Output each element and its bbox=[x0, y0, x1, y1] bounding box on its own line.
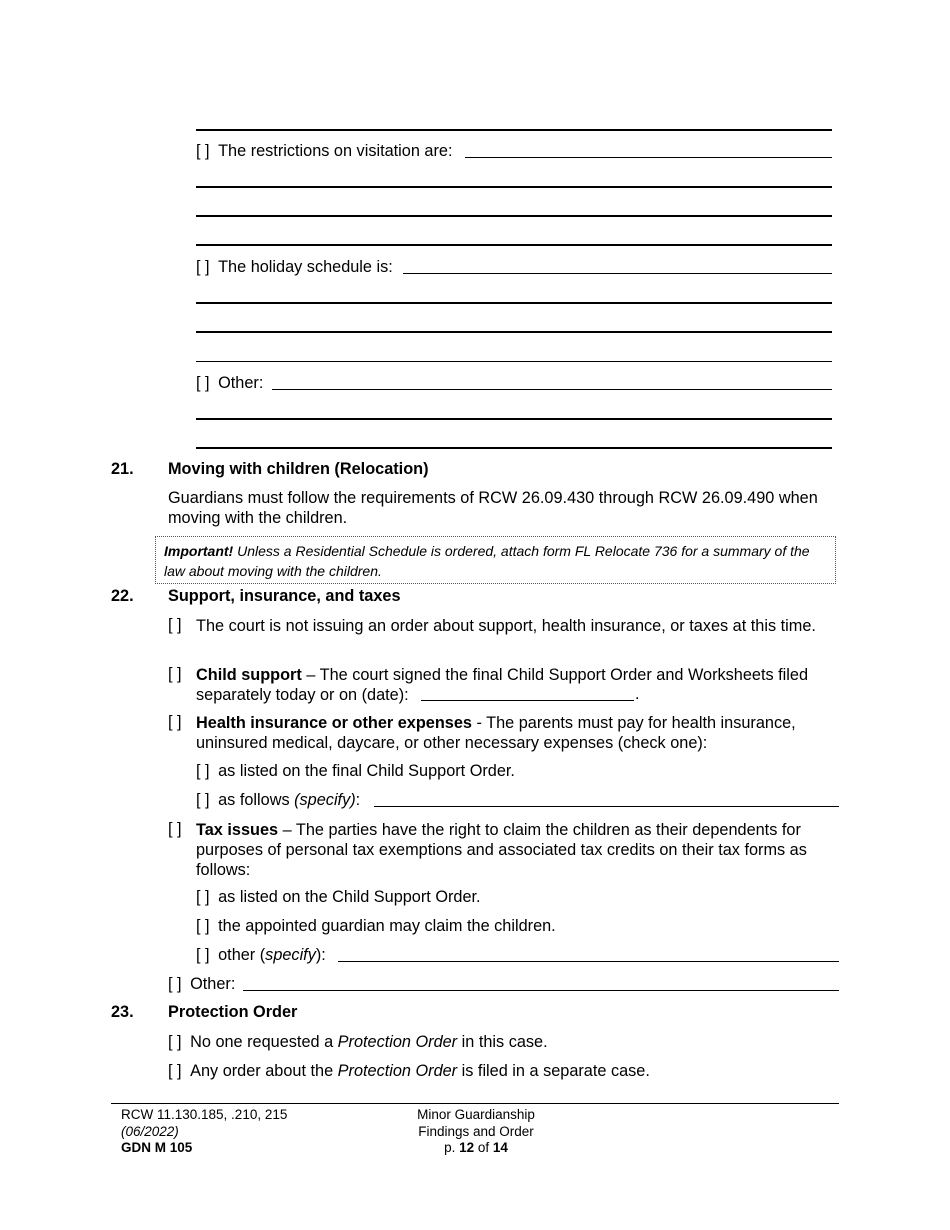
other-label: Other: bbox=[218, 374, 264, 392]
health-option-1-label: as listed on the final Child Support Order. bbox=[218, 762, 515, 780]
tax-option-2-label: the appointed guardian may claim the children. bbox=[218, 917, 556, 935]
tax-bold: Tax issues bbox=[196, 821, 279, 839]
child-support-text: – The court signed the final Child Support Order and Worksheets filed separately today or on (date): bbox=[196, 666, 809, 704]
text-italic: (specify) bbox=[294, 791, 356, 809]
text: in this case. bbox=[457, 1033, 548, 1051]
footer-title-1: Minor Guardianship bbox=[417, 1107, 535, 1122]
text: of bbox=[474, 1140, 493, 1155]
holiday-fill-line[interactable] bbox=[403, 273, 832, 274]
section-number: 23. bbox=[111, 1003, 134, 1021]
period: . bbox=[635, 685, 640, 703]
restrictions-fill-line[interactable] bbox=[465, 157, 832, 158]
page-number bbox=[376, 1140, 576, 1157]
checkbox[interactable]: [ ] bbox=[168, 975, 182, 993]
checkbox[interactable]: [ ] bbox=[196, 917, 210, 935]
text-italic: Protection Order bbox=[337, 1033, 458, 1051]
footer-center bbox=[376, 1107, 576, 1157]
checkbox[interactable]: [ ] bbox=[168, 616, 182, 634]
important-note bbox=[155, 536, 836, 584]
section-title: Protection Order bbox=[168, 1003, 298, 1021]
support-other-fill-line[interactable] bbox=[243, 990, 839, 991]
child-support-item bbox=[196, 665, 844, 705]
page-total: 14 bbox=[492, 1140, 508, 1155]
tax-option-3-label bbox=[218, 946, 326, 964]
restrictions-label: The restrictions on visitation are: bbox=[218, 142, 453, 160]
checkbox[interactable]: [ ] bbox=[168, 665, 182, 683]
text: p. bbox=[444, 1140, 460, 1155]
health-text: - The parents must pay for health insurance, uninsured medical, daycare, or other necessary expenses (check one): bbox=[196, 714, 796, 752]
blank-line[interactable] bbox=[196, 331, 832, 333]
date-fill-line[interactable] bbox=[421, 700, 634, 701]
tax-option-2 bbox=[196, 917, 556, 936]
text: Any order about the bbox=[190, 1062, 338, 1080]
checkbox[interactable]: [ ] bbox=[196, 142, 210, 160]
blank-line[interactable] bbox=[196, 244, 832, 246]
tax-specify-fill-line[interactable] bbox=[338, 961, 839, 962]
blank-line[interactable] bbox=[196, 361, 832, 362]
tax-option-3 bbox=[196, 946, 326, 965]
support-other-item bbox=[168, 975, 235, 994]
page-current: 12 bbox=[459, 1140, 475, 1155]
text: No one requested a bbox=[190, 1033, 338, 1051]
blank-line[interactable] bbox=[196, 302, 832, 304]
holiday-item bbox=[196, 258, 393, 277]
visitation-other-item bbox=[196, 374, 263, 393]
footer-form: GDN M 105 bbox=[121, 1140, 193, 1155]
other-fill-line[interactable] bbox=[272, 389, 832, 390]
text: is filed in a separate case. bbox=[457, 1062, 650, 1080]
tax-option-1-label: as listed on the Child Support Order. bbox=[218, 888, 481, 906]
checkbox[interactable]: [ ] bbox=[196, 374, 210, 392]
checkbox[interactable]: [ ] bbox=[168, 713, 182, 731]
text-italic: specify bbox=[265, 946, 316, 964]
other-label: Other: bbox=[190, 975, 236, 993]
relocation-text: Guardians must follow the requirements of RCW 26.09.430 through RCW 26.09.490 when moving with the children. bbox=[168, 489, 818, 527]
restrictions-item bbox=[196, 142, 452, 161]
checkbox[interactable]: [ ] bbox=[196, 791, 210, 809]
section-title: Support, insurance, and taxes bbox=[168, 587, 401, 605]
health-option-1 bbox=[196, 762, 515, 781]
section-number: 21. bbox=[111, 460, 134, 478]
checkbox[interactable]: [ ] bbox=[168, 1033, 182, 1051]
note-text: Unless a Residential Schedule is ordered, attach form FL Relocate 736 for a summary of the law about moving with the children. bbox=[164, 543, 810, 579]
tax-item bbox=[196, 820, 846, 880]
blank-line[interactable] bbox=[196, 215, 832, 217]
specify-fill-line[interactable] bbox=[374, 806, 839, 807]
checkbox[interactable]: [ ] bbox=[196, 888, 210, 906]
footer-divider bbox=[111, 1103, 839, 1104]
blank-line[interactable] bbox=[196, 129, 832, 131]
protection-item-2 bbox=[168, 1062, 650, 1081]
checkbox[interactable]: [ ] bbox=[168, 820, 182, 838]
protection-item-1-label bbox=[190, 1033, 548, 1051]
health-bold: Health insurance or other expenses bbox=[196, 714, 472, 732]
protection-item-2-label bbox=[190, 1062, 650, 1080]
health-item bbox=[196, 713, 836, 753]
text: other ( bbox=[218, 946, 266, 964]
footer-date: (06/2022) bbox=[121, 1123, 179, 1139]
checkbox[interactable]: [ ] bbox=[196, 946, 210, 964]
text: as follows bbox=[218, 791, 295, 809]
protection-item-1 bbox=[168, 1033, 548, 1052]
checkbox[interactable]: [ ] bbox=[168, 1062, 182, 1080]
checkbox[interactable]: [ ] bbox=[196, 258, 210, 276]
text-italic: Protection Order bbox=[337, 1062, 458, 1080]
footer-title-2: Findings and Order bbox=[418, 1123, 534, 1139]
holiday-label: The holiday schedule is: bbox=[218, 258, 393, 276]
health-option-2 bbox=[196, 791, 360, 810]
tax-option-1 bbox=[196, 888, 481, 907]
health-option-2-label bbox=[218, 791, 360, 809]
checkbox[interactable]: [ ] bbox=[196, 762, 210, 780]
child-support-bold: Child support bbox=[196, 666, 302, 684]
text: : bbox=[355, 791, 361, 809]
footer-rcw: RCW 11.130.185, .210, 215 bbox=[121, 1107, 288, 1122]
tax-text: – The parties have the right to claim the children as their dependents for purposes of personal tax exemptions and associated tax credits on their tax forms as follows: bbox=[196, 821, 807, 879]
section-title: Moving with children (Relocation) bbox=[168, 460, 429, 478]
section-number: 22. bbox=[111, 587, 134, 605]
footer-left bbox=[121, 1107, 287, 1157]
blank-line[interactable] bbox=[196, 447, 832, 449]
blank-line[interactable] bbox=[196, 418, 832, 420]
note-bold: Important! bbox=[164, 543, 234, 559]
text: ): bbox=[315, 946, 326, 964]
no-order-text: The court is not issuing an order about support, health insurance, or taxes at this time. bbox=[196, 617, 816, 635]
blank-line[interactable] bbox=[196, 186, 832, 188]
